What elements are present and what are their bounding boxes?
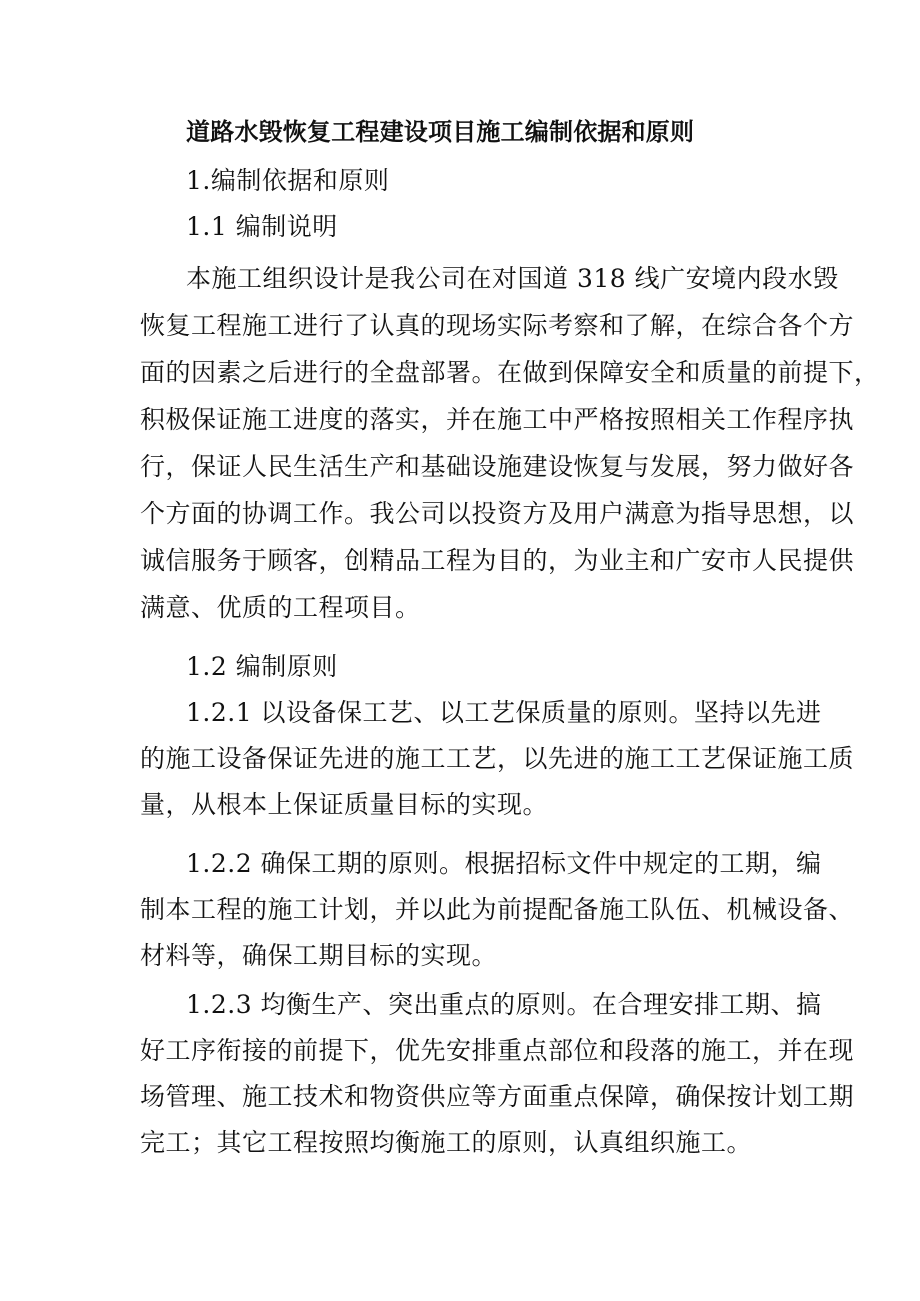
paragraph-line: 1.2.2 确保工期的原则。根据招标文件中规定的工期，编 [186,849,822,878]
paragraph-line: 个方面的协调工作。我公司以投资方及用户满意为指导思想，以 [140,499,855,528]
paragraph-line: 场管理、施工技术和物资供应等方面重点保障，确保按计划工期 [140,1082,855,1111]
paragraph-line: 面的因素之后进行的全盘部署。在做到保障安全和质量的前提下， [140,358,880,387]
paragraph-line: 的施工设备保证先进的施工工艺，以先进的施工工艺保证施工质 [140,744,855,773]
document-title: 道路水毁恢复工程建设项目施工编制依据和原则 [186,117,695,146]
paragraph-line: 满意、优质的工程项目。 [140,593,421,622]
paragraph-line: 1.2.1 以设备保工艺、以工艺保质量的原则。坚持以先进 [186,698,822,727]
paragraph-line: 量，从根本上保证质量目标的实现。 [140,790,549,819]
paragraph-line: 本施工组织设计是我公司在对国道 318 线广安境内段水毁 [186,264,839,293]
paragraph-line: 恢复工程施工进行了认真的现场实际考察和了解，在综合各个方 [140,311,855,340]
paragraph-line: 制本工程的施工计划，并以此为前提配备施工队伍、机械设备、 [140,895,855,924]
heading-1-2: 1.2 编制原则 [186,652,338,681]
paragraph-line: 1.2.3 均衡生产、突出重点的原则。在合理安排工期、搞 [186,990,822,1019]
paragraph-line: 好工序衔接的前提下，优先安排重点部位和段落的施工，并在现 [140,1036,855,1065]
heading-1-1: 1.1 编制说明 [186,212,338,241]
heading-1: 1.编制依据和原则 [186,166,390,195]
paragraph-line: 行，保证人民生活生产和基础设施建设恢复与发展，努力做好各 [140,452,855,481]
paragraph-line: 积极保证施工进度的落实，并在施工中严格按照相关工作程序执 [140,405,855,434]
paragraph-line: 材料等，确保工期目标的实现。 [140,941,498,970]
paragraph-line: 诚信服务于顾客，创精品工程为目的，为业主和广安市人民提供 [140,546,855,575]
paragraph-line: 完工；其它工程按照均衡施工的原则，认真组织施工。 [140,1128,753,1157]
